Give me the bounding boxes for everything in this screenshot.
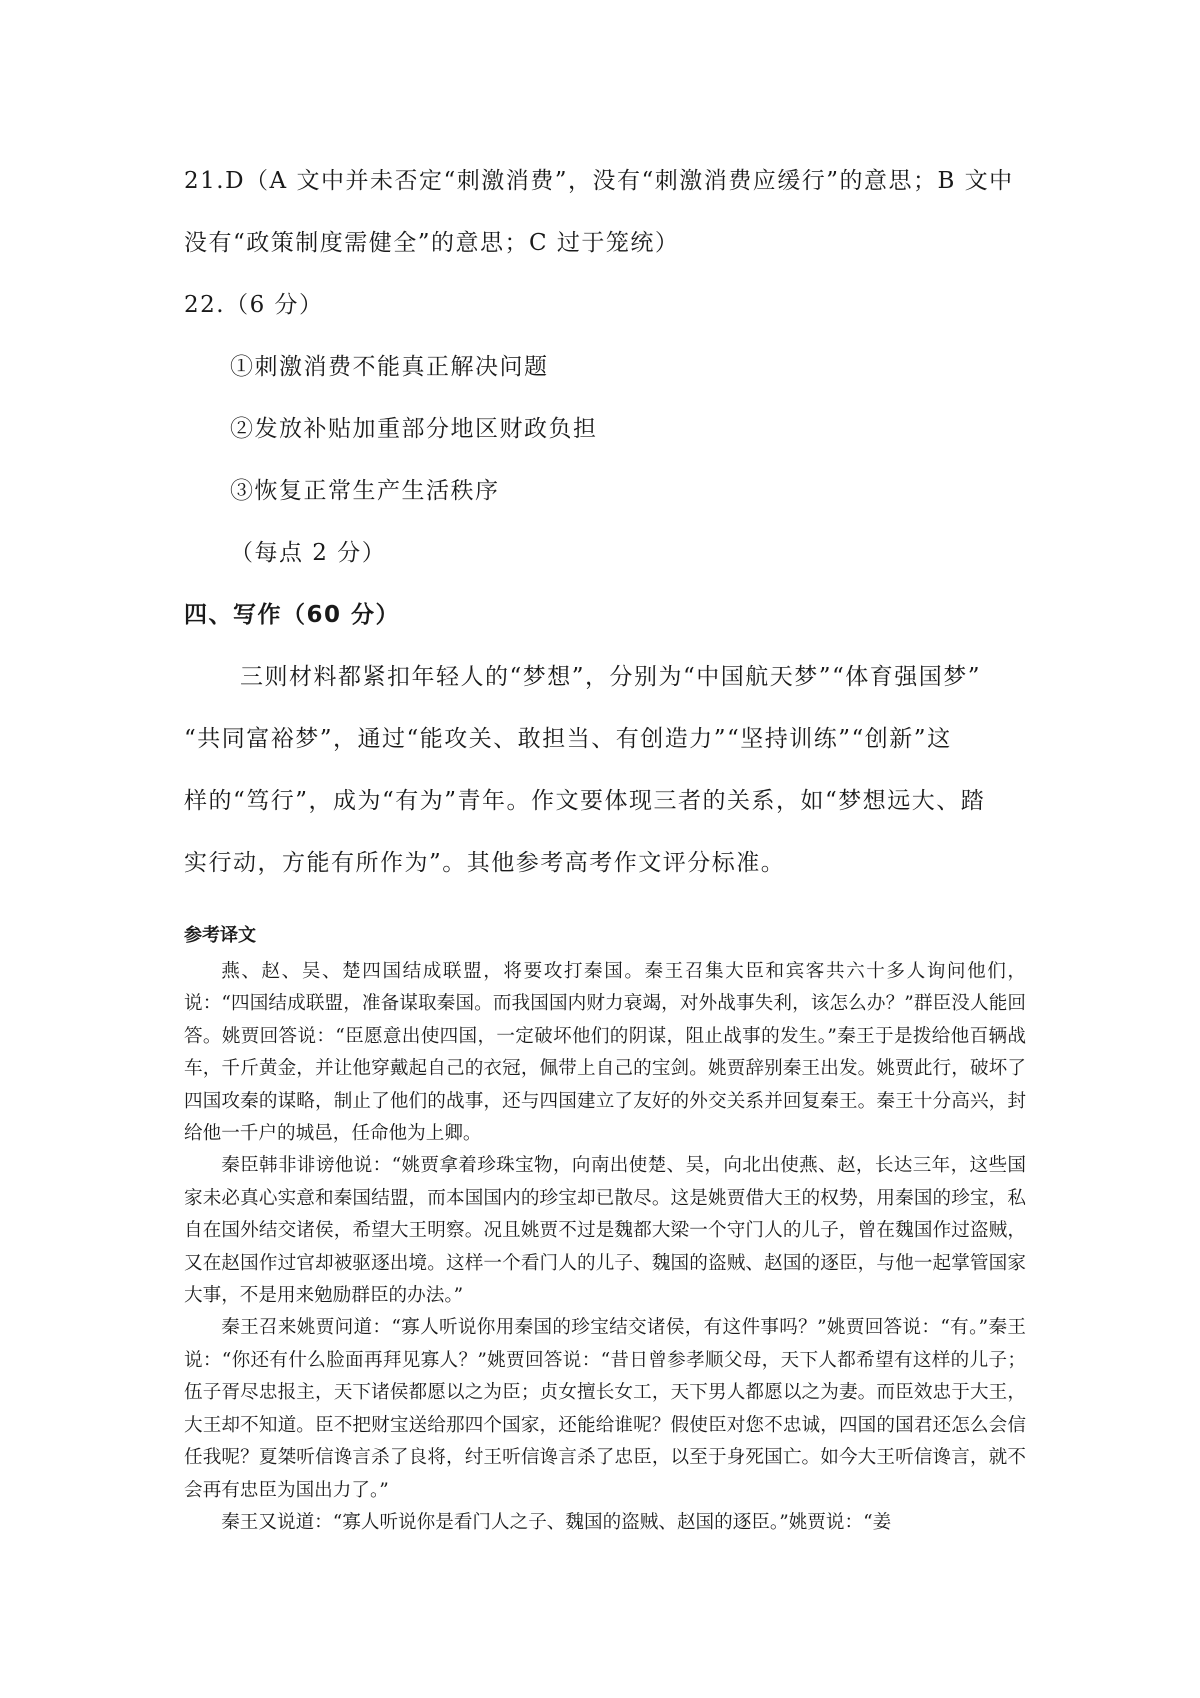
section-gap	[184, 894, 1026, 916]
answer-22-point-1: ①刺激消费不能真正解决问题	[230, 354, 549, 380]
translation-paragraph-1: 燕、赵、吴、楚四国结成联盟，将要攻打秦国。秦王召集大臣和宾客共六十多人询问他们，说：“四国结成联盟，准备谋取秦国。而我国国内财力衰竭，对外战事失利，该怎么办？”群臣没人能回答。姚贾回答说：“臣愿意出使四国，一定破坏他们的阴谋，阻止战事的发生。”秦王于是拨给他百辆战车，千斤黄金，并让他穿戴起自己的衣冠，佩带上自己的宝剑。姚贾辞别秦王出发。姚贾此行，破坏了四国攻秦的谋略，制止了他们的战事，还与四国建立了友好的外交关系并回复秦王。秦王十分高兴，封给他一千户的城邑，任命他为上卿。	[184, 961, 1026, 1145]
translation-paragraph-3: 秦王召来姚贾问道：“寡人听说你用秦国的珍宝结交诸侯，有这件事吗？”姚贾回答说：“有。”秦王说：“你还有什么脸面再拜见寡人？”姚贾回答说：“昔日曾参孝顺父母，天下人都希望有这样的儿子；伍子胥尽忠报主，天下诸侯都愿以之为臣；贞女擅长女工，天下男人都愿以之为妻。而臣效忠于大王，大王却不知道。臣不把财宝送给那四个国家，还能给谁呢？假使臣对您不忠诚，四国的国君还怎么会信任我呢？夏桀听信谗言杀了良将，纣王听信谗言杀了忠臣，以至于身死国亡。如今大王听信谗言，就不会再有忠臣为国出力了。”	[184, 1317, 1026, 1501]
translation-paragraph-2: 秦臣韩非诽谤他说：“姚贾拿着珍珠宝物，向南出使楚、吴，向北出使燕、赵，长达三年，这些国家未必真心实意和秦国结盟，而本国国内的珍宝却已散尽。这是姚贾借大王的权势，用秦国的珍宝，私自在国外结交诸侯，希望大王明察。况且姚贾不过是魏都大梁一个守门人的儿子，曾在魏国作过盗贼，又在赵国作过官却被驱逐出境。这样一个看门人的儿子、魏国的盗贼、赵国的逐臣，与他一起掌管国家大事，不是用来勉励群臣的办法。”	[184, 1155, 1026, 1307]
question-22-title: 22.（6 分）	[184, 292, 324, 318]
writing-line-4: 实行动，方能有所作为”。其他参考高考作文评分标准。	[184, 850, 786, 876]
writing-line-2: “共同富裕梦”，通过“能攻关、敢担当、有创造力”“坚持训练”“创新”这	[184, 726, 952, 752]
answer-22-point-2: ②发放补贴加重部分地区财政负担	[230, 416, 598, 442]
translation-paragraph-4: 秦王又说道：“寡人听说你是看门人之子、魏国的盗贼、赵国的逐臣。”姚贾说：“姜	[221, 1511, 892, 1533]
writing-line-3: 样的“笃行”，成为“有为”青年。作文要体现三者的关系，如“梦想远大、踏	[184, 788, 986, 814]
answer-22-score-note: （每点 2 分）	[230, 540, 387, 566]
answer-21-line-1: 21.D（A 文中并未否定“刺激消费”，没有“刺激消费应缓行”的意思；B 文中	[184, 168, 1014, 194]
translation-heading: 参考译文	[184, 925, 256, 946]
writing-line-1: 三则材料都紧扣年轻人的“梦想”，分别为“中国航天梦”“体育强国梦”	[240, 664, 982, 690]
answer-21-line-2: 没有“政策制度需健全”的意思；C 过于笼统）	[184, 230, 680, 256]
document-page	[184, 150, 1026, 1539]
answer-22-point-3: ③恢复正常生产生活秩序	[230, 478, 500, 504]
writing-heading: 四、写作（60 分）	[184, 602, 401, 628]
